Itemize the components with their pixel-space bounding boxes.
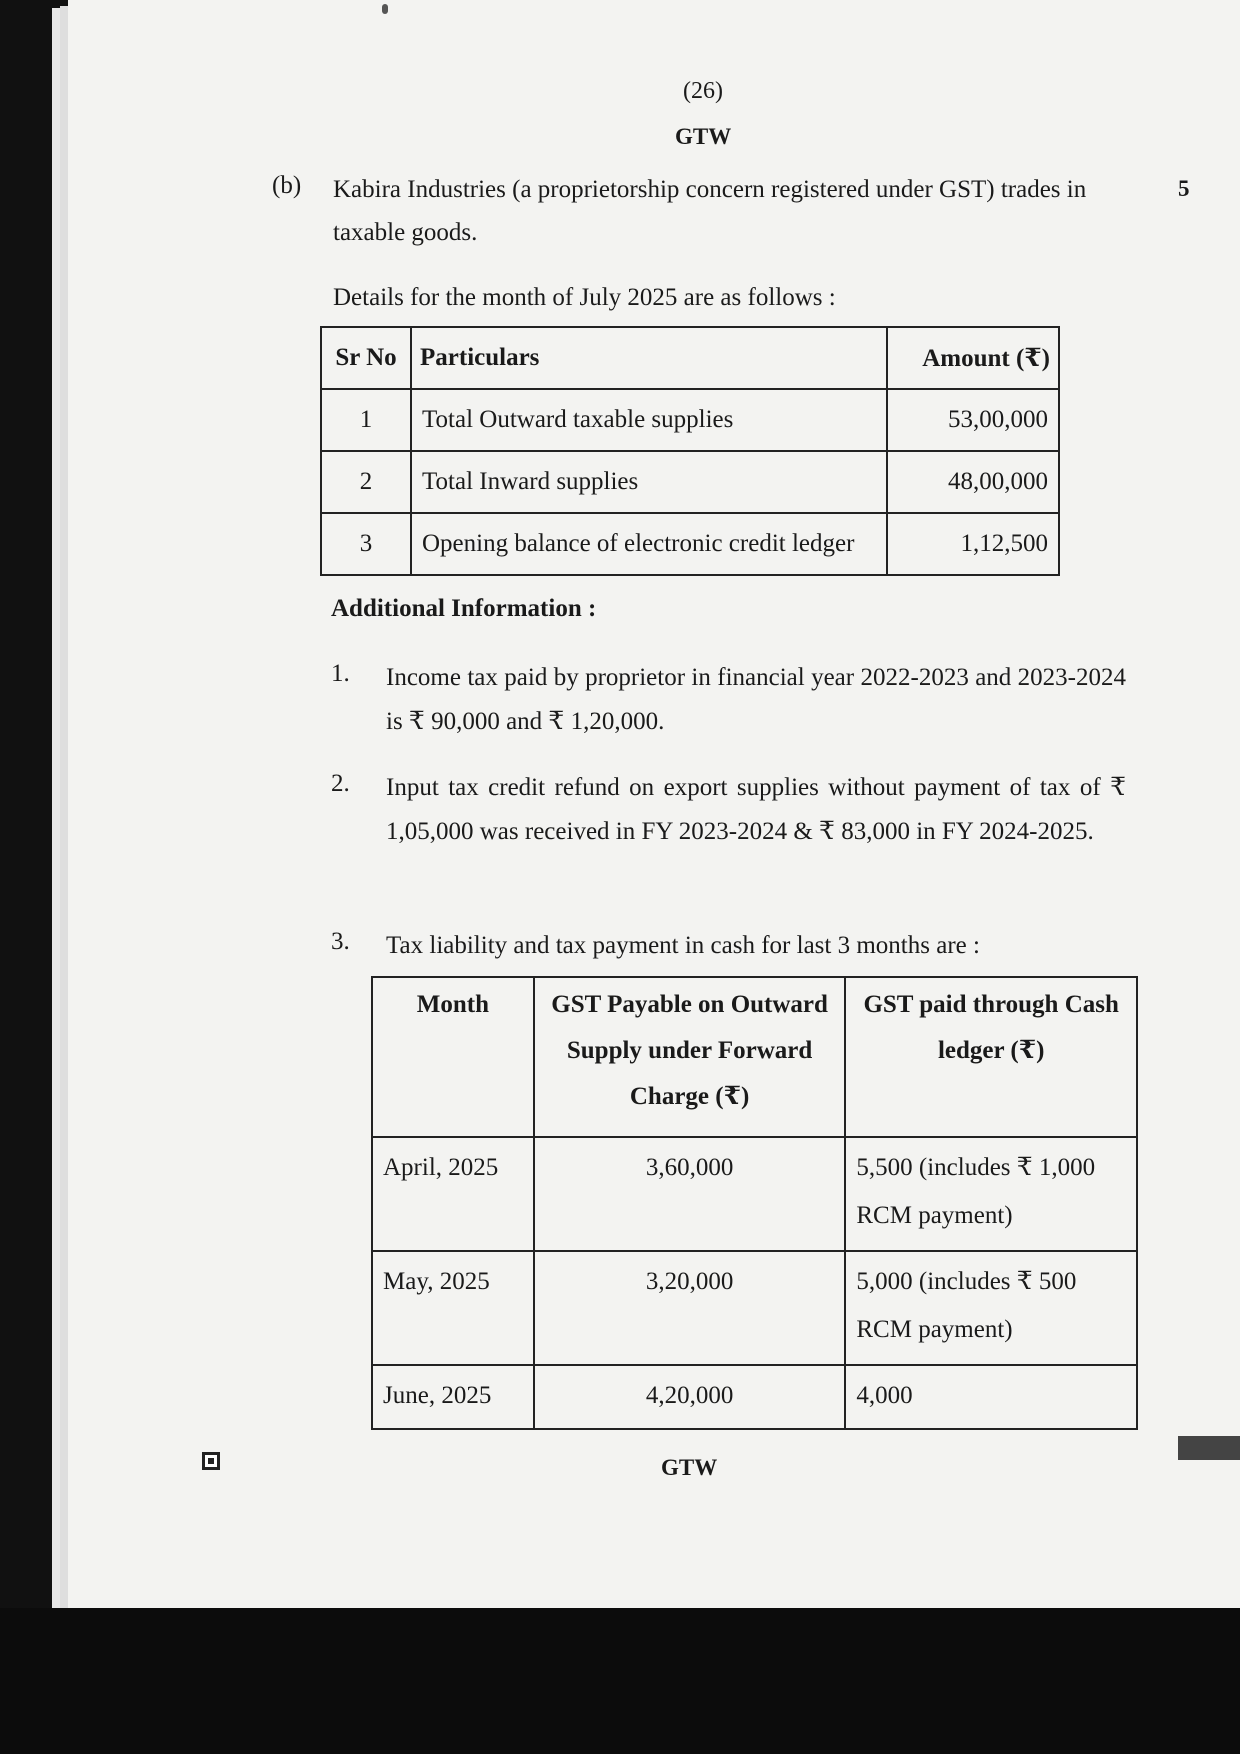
question-label: (b) [272, 172, 302, 199]
table-cell: 5,000 (includes ₹ 500 RCM payment) [845, 1251, 1137, 1365]
details-intro: Details for the month of July 2025 are as follows : [333, 284, 836, 311]
paper-code-bottom: GTW [661, 1455, 718, 1480]
scan-background [0, 1608, 1240, 1754]
column-header: Month [372, 977, 534, 1137]
table-row [321, 389, 1059, 451]
table-cell: 48,00,000 [887, 451, 1059, 513]
table-cell: May, 2025 [372, 1251, 534, 1365]
paper-code-top: GTW [675, 124, 732, 149]
table-cell: Opening balance of electronic credit ledger [411, 513, 887, 575]
question-intro: Kabira Industries (a proprietorship concern registered under GST) trades in taxable goods. [333, 176, 1087, 246]
table-cell: April, 2025 [372, 1137, 534, 1251]
column-header: Sr No [321, 327, 411, 389]
table-cell: 1 [321, 389, 411, 451]
square-marker-icon [202, 1452, 220, 1470]
table-cell: 3,60,000 [534, 1137, 846, 1251]
details-table [320, 326, 1060, 576]
table-header-row [372, 977, 1137, 1137]
table-row [372, 1137, 1137, 1251]
item-number: 1. [331, 660, 350, 687]
table-cell: 5,500 (includes ₹ 1,000 RCM payment) [845, 1137, 1137, 1251]
table-cell: 1,12,500 [887, 513, 1059, 575]
additional-info-title: Additional Information : [331, 595, 597, 622]
table-cell: 53,00,000 [887, 389, 1059, 451]
item-text: Income tax paid by proprietor in financial year 2022-2023 and 2023-2024 is ₹ 90,000 and ₹ 1,20,000. [386, 664, 1126, 735]
column-header: Particulars [411, 327, 887, 389]
table-cell: 2 [321, 451, 411, 513]
question-marks: 5 [1178, 176, 1190, 201]
table-header-row [321, 327, 1059, 389]
item-text: Tax liability and tax payment in cash for last 3 months are : [386, 932, 980, 959]
table-cell: 3 [321, 513, 411, 575]
column-header: GST Payable on Outward Supply under Forward Charge (₹) [534, 977, 846, 1137]
item-number: 3. [331, 928, 350, 955]
item-text: Input tax credit refund on export supplies without payment of tax of ₹ 1,05,000 was received in FY 2023-2024 & ₹ 83,000 in FY 2024-2025. [386, 774, 1126, 845]
table-row [372, 1251, 1137, 1365]
table-cell: 4,000 [845, 1365, 1137, 1429]
tax-liability-table [371, 976, 1138, 1430]
table-row [372, 1365, 1137, 1429]
table-row [321, 451, 1059, 513]
table-cell: 3,20,000 [534, 1251, 846, 1365]
scan-mark [382, 4, 388, 14]
column-header: Amount (₹) [887, 327, 1059, 389]
table-cell: 4,20,000 [534, 1365, 846, 1429]
table-row [321, 513, 1059, 575]
side-mark [1178, 1436, 1240, 1460]
table-cell: Total Outward taxable supplies [411, 389, 887, 451]
table-cell: June, 2025 [372, 1365, 534, 1429]
page-number: (26) [683, 78, 723, 104]
item-number: 2. [331, 770, 350, 797]
column-header: GST paid through Cash ledger (₹) [845, 977, 1137, 1137]
table-cell: Total Inward supplies [411, 451, 887, 513]
